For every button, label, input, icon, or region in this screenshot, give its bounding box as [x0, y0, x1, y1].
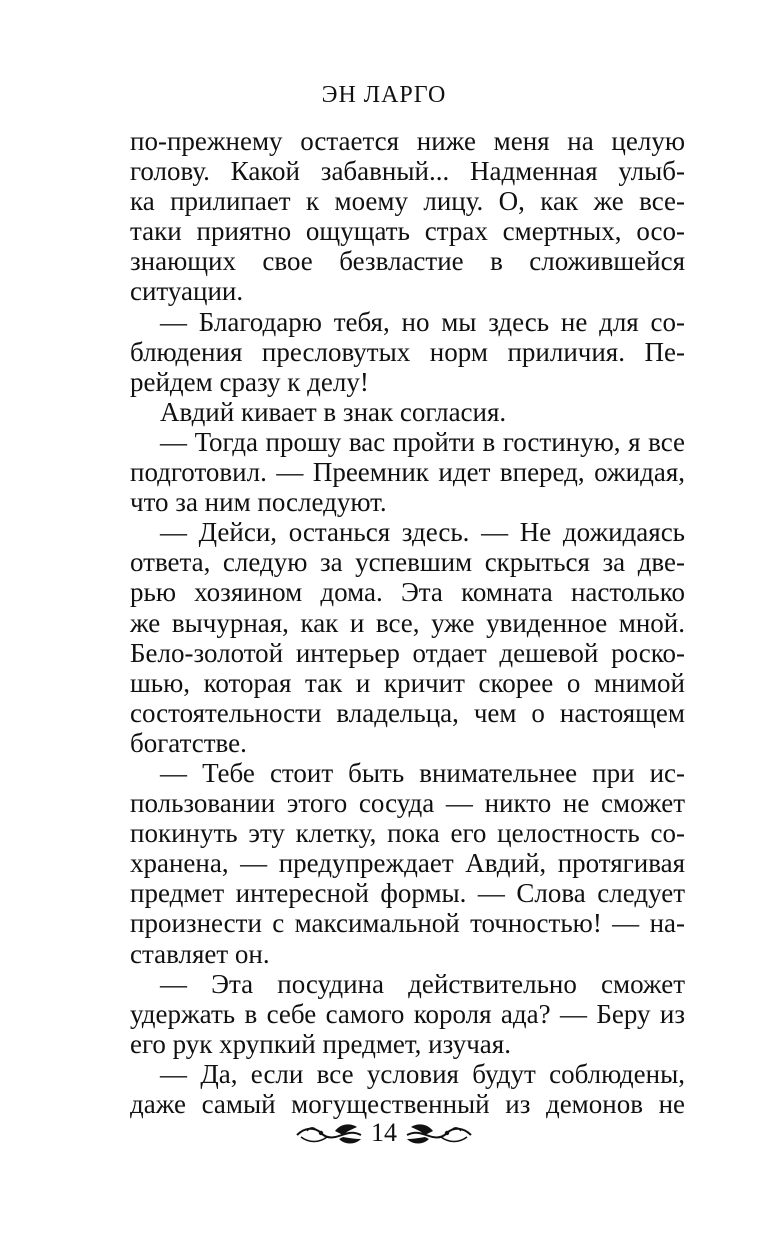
text-line: же вычурная, как и все, уже увиденное мной. — [130, 607, 685, 638]
text-line: произнести с максимальной точностью! — на- — [130, 908, 685, 939]
left-flourish-icon — [295, 1117, 365, 1149]
text-line: по-прежнему остается ниже меня на целую — [130, 126, 685, 156]
text-line: ответа, следую за успевшим скрыться за две- — [130, 547, 685, 578]
text-line: богатстве. — [130, 727, 247, 758]
body-text — [130, 126, 685, 1119]
text-line: пользовании этого сосуда — никто не сможет — [130, 788, 685, 819]
page-number: 14 — [371, 1118, 397, 1147]
text-line: рью хозяином дома. Эта комната настолько — [130, 577, 685, 608]
text-line: — Благодарю тебя, но мы здесь не для со- — [160, 306, 685, 337]
text-line: Авдий кивает в знак согласия. — [160, 396, 507, 427]
text-line: хранена, — предупреждает Авдий, протягивая — [130, 848, 685, 879]
text-line: Бело-золотой интерьер отдает дешевой роско- — [130, 637, 685, 668]
text-line: шью, которая так и кричит скорее о мнимой — [130, 667, 685, 698]
text-line: знающих свое безвластие в сложившейся — [130, 246, 685, 277]
text-line: подготовил. — Преемник идет вперед, ожидая, — [130, 457, 685, 488]
text-line: — Дейси, останься здесь. — Не дожидаясь — [160, 517, 685, 548]
text-line: блюдения пресловутых норм приличия. Пе- — [130, 336, 685, 367]
text-line: ситуации. — [130, 276, 244, 307]
text-line: его рук хрупкий предмет, изучая. — [130, 1028, 511, 1059]
text-line: голову. Какой забавный... Надменная улыб- — [130, 156, 685, 187]
text-line: состоятельности владельца, чем о настоящем — [130, 697, 685, 728]
text-line: рейдем сразу к делу! — [130, 366, 369, 397]
text-line: ка прилипает к моему лицу. О, как же все- — [130, 186, 685, 217]
text-line: покинуть эту клетку, пока его целостность со- — [130, 818, 685, 849]
page-footer — [0, 1108, 768, 1158]
running-header: ЭН ЛАРГО — [321, 82, 447, 108]
text-line: удержать в себе самого короля ада? — Беру из — [130, 998, 685, 1029]
text-line: даже самый могущественный из демонов не — [130, 1089, 685, 1119]
text-line: что за ним последуют. — [130, 487, 387, 518]
text-line: таки приятно ощущать страх смертных, осо- — [130, 216, 685, 247]
text-line: — Тебе стоит быть внимательнее при ис- — [160, 757, 685, 788]
text-line: ставляет он. — [130, 938, 270, 969]
text-line: — Эта посудина действительно сможет — [160, 968, 685, 999]
right-flourish-icon — [403, 1117, 473, 1149]
text-line: предмет интересной формы. — Слова следует — [130, 878, 685, 909]
text-line: — Да, если все условия будут соблюдены, — [160, 1058, 685, 1089]
text-line: — Тогда прошу вас пройти в гостиную, я все — [160, 426, 685, 457]
